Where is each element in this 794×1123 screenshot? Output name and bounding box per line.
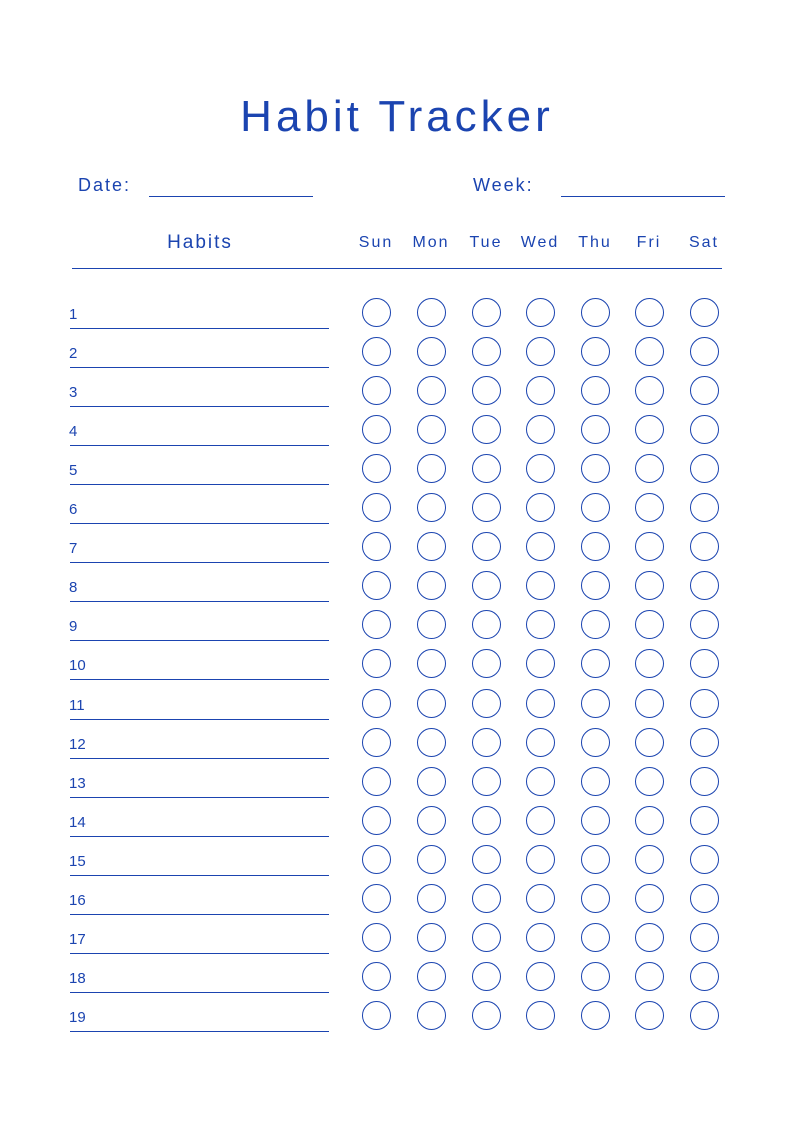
habit-name-field[interactable] <box>70 328 329 329</box>
habit-row <box>0 538 794 577</box>
habit-checkbox-fri[interactable] <box>635 689 664 718</box>
habit-name-field[interactable] <box>70 836 329 837</box>
habit-name-field[interactable] <box>70 679 329 680</box>
habit-number: 1 <box>69 306 78 323</box>
habit-checkbox-thu[interactable] <box>581 337 610 366</box>
habit-checkbox-wed[interactable] <box>526 1001 555 1030</box>
habit-checkbox-fri[interactable] <box>635 649 664 678</box>
habit-checkbox-sun[interactable] <box>362 493 391 522</box>
habit-checkbox-wed[interactable] <box>526 923 555 952</box>
habit-checkbox-wed[interactable] <box>526 845 555 874</box>
habit-checkbox-thu[interactable] <box>581 1001 610 1030</box>
habit-checkbox-tue[interactable] <box>472 337 501 366</box>
day-header-wed: Wed <box>520 234 560 251</box>
habit-checkbox-mon[interactable] <box>417 376 446 405</box>
habit-checkbox-sun[interactable] <box>362 415 391 444</box>
habit-checkbox-tue[interactable] <box>472 298 501 327</box>
habit-row <box>0 812 794 851</box>
habit-checkbox-wed[interactable] <box>526 649 555 678</box>
habit-checkbox-sun[interactable] <box>362 884 391 913</box>
habit-checkbox-thu[interactable] <box>581 493 610 522</box>
habit-number: 10 <box>69 657 86 675</box>
habit-number: 16 <box>69 891 86 909</box>
habit-name-field[interactable] <box>70 523 329 524</box>
habit-number: 15 <box>69 852 86 870</box>
habit-checkbox-sat[interactable] <box>690 649 719 678</box>
habit-checkbox-sat[interactable] <box>690 806 719 835</box>
habit-checkbox-sat[interactable] <box>690 337 719 366</box>
habit-checkbox-fri[interactable] <box>635 454 664 483</box>
habit-checkbox-wed[interactable] <box>526 962 555 991</box>
habit-checkbox-sun[interactable] <box>362 962 391 991</box>
habit-checkbox-fri[interactable] <box>635 532 664 561</box>
habit-checkbox-wed[interactable] <box>526 571 555 600</box>
habit-checkbox-wed[interactable] <box>526 298 555 327</box>
header-divider <box>72 268 722 269</box>
habit-row <box>0 616 794 655</box>
habit-checkbox-mon[interactable] <box>417 493 446 522</box>
habit-number: 17 <box>69 930 86 948</box>
habit-number: 18 <box>69 969 86 987</box>
habit-checkbox-thu[interactable] <box>581 376 610 405</box>
habit-row <box>0 734 794 773</box>
habit-name-field[interactable] <box>70 797 329 798</box>
week-label: Week: <box>473 175 534 195</box>
habit-checkbox-sun[interactable] <box>362 728 391 757</box>
habit-name-field[interactable] <box>70 914 329 915</box>
habit-number: 9 <box>69 618 78 636</box>
habit-checkbox-tue[interactable] <box>472 767 501 796</box>
habit-checkbox-sat[interactable] <box>690 1001 719 1030</box>
habit-checkbox-tue[interactable] <box>472 571 501 600</box>
habit-checkbox-sun[interactable] <box>362 1001 391 1030</box>
habit-checkbox-sat[interactable] <box>690 610 719 639</box>
habit-checkbox-sat[interactable] <box>690 884 719 913</box>
habit-checkbox-sat[interactable] <box>690 493 719 522</box>
habit-name-field[interactable] <box>70 367 329 368</box>
habit-number: 8 <box>69 579 78 597</box>
habit-checkbox-mon[interactable] <box>417 962 446 991</box>
habit-checkbox-sun[interactable] <box>362 845 391 874</box>
habit-checkbox-sun[interactable] <box>362 376 391 405</box>
habit-checkbox-mon[interactable] <box>417 337 446 366</box>
habit-checkbox-fri[interactable] <box>635 415 664 444</box>
habit-checkbox-wed[interactable] <box>526 610 555 639</box>
habit-checkbox-thu[interactable] <box>581 962 610 991</box>
habit-row <box>0 577 794 616</box>
habit-row <box>0 890 794 929</box>
habit-name-field[interactable] <box>70 719 329 720</box>
habit-name-field[interactable] <box>70 1031 329 1032</box>
habit-number: 7 <box>69 540 78 558</box>
habit-checkbox-tue[interactable] <box>472 610 501 639</box>
habit-checkbox-sat[interactable] <box>690 728 719 757</box>
habit-row <box>0 343 794 382</box>
habit-checkbox-sun[interactable] <box>362 571 391 600</box>
habit-checkbox-fri[interactable] <box>635 376 664 405</box>
date-label: Date: <box>78 175 132 195</box>
habit-name-field[interactable] <box>70 992 329 993</box>
habit-checkbox-fri[interactable] <box>635 298 664 327</box>
habit-checkbox-sun[interactable] <box>362 610 391 639</box>
habit-checkbox-thu[interactable] <box>581 298 610 327</box>
habit-checkbox-tue[interactable] <box>472 376 501 405</box>
habit-checkbox-wed[interactable] <box>526 689 555 718</box>
habit-number: 5 <box>69 462 78 480</box>
habit-name-field[interactable] <box>70 562 329 563</box>
habit-checkbox-sat[interactable] <box>690 532 719 561</box>
habit-checkbox-fri[interactable] <box>635 571 664 600</box>
habit-checkbox-fri[interactable] <box>635 728 664 757</box>
habit-checkbox-mon[interactable] <box>417 415 446 444</box>
habit-checkbox-tue[interactable] <box>472 493 501 522</box>
habit-name-field[interactable] <box>70 484 329 485</box>
habit-checkbox-thu[interactable] <box>581 454 610 483</box>
habit-checkbox-tue[interactable] <box>472 454 501 483</box>
habit-number: 14 <box>69 813 86 831</box>
habit-checkbox-sun[interactable] <box>362 689 391 718</box>
habit-checkbox-tue[interactable] <box>472 415 501 444</box>
habit-checkbox-tue[interactable] <box>472 649 501 678</box>
habit-checkbox-fri[interactable] <box>635 806 664 835</box>
habit-name-field[interactable] <box>70 601 329 602</box>
habit-checkbox-sat[interactable] <box>690 767 719 796</box>
habit-checkbox-mon[interactable] <box>417 845 446 874</box>
day-header-tue: Tue <box>469 234 503 251</box>
habit-checkbox-sun[interactable] <box>362 454 391 483</box>
habit-checkbox-mon[interactable] <box>417 767 446 796</box>
habit-checkbox-fri[interactable] <box>635 493 664 522</box>
habit-checkbox-sun[interactable] <box>362 923 391 952</box>
habit-row <box>0 695 794 734</box>
habit-checkbox-thu[interactable] <box>581 571 610 600</box>
habit-checkbox-tue[interactable] <box>472 689 501 718</box>
page-title: Habit Tracker <box>240 92 554 141</box>
habit-checkbox-fri[interactable] <box>635 845 664 874</box>
habit-checkbox-tue[interactable] <box>472 1001 501 1030</box>
habit-checkbox-sun[interactable] <box>362 767 391 796</box>
habit-row <box>0 1007 794 1046</box>
habit-checkbox-mon[interactable] <box>417 610 446 639</box>
habit-row <box>0 382 794 421</box>
habit-checkbox-mon[interactable] <box>417 806 446 835</box>
habit-checkbox-sun[interactable] <box>362 298 391 327</box>
habit-checkbox-thu[interactable] <box>581 649 610 678</box>
habit-checkbox-wed[interactable] <box>526 337 555 366</box>
habit-checkbox-thu[interactable] <box>581 610 610 639</box>
habit-checkbox-tue[interactable] <box>472 884 501 913</box>
habit-row <box>0 655 794 694</box>
habits-column-header: Habits <box>167 232 233 253</box>
day-header-mon: Mon <box>412 234 450 251</box>
habit-number: 6 <box>69 501 78 519</box>
habit-name-field[interactable] <box>70 875 329 876</box>
habit-checkbox-fri[interactable] <box>635 610 664 639</box>
habit-checkbox-mon[interactable] <box>417 532 446 561</box>
habit-checkbox-fri[interactable] <box>635 1001 664 1030</box>
habit-checkbox-wed[interactable] <box>526 884 555 913</box>
day-header-fri: Fri <box>636 234 662 251</box>
habit-checkbox-wed[interactable] <box>526 532 555 561</box>
habit-number: 13 <box>69 774 86 792</box>
habit-number: 11 <box>69 696 85 714</box>
habit-checkbox-thu[interactable] <box>581 845 610 874</box>
habit-checkbox-thu[interactable] <box>581 806 610 835</box>
habit-checkbox-wed[interactable] <box>526 806 555 835</box>
habit-name-field[interactable] <box>70 640 329 641</box>
day-header-thu: Thu <box>578 234 612 251</box>
habit-checkbox-sat[interactable] <box>690 845 719 874</box>
habit-checkbox-sat[interactable] <box>690 689 719 718</box>
habit-checkbox-mon[interactable] <box>417 649 446 678</box>
habit-checkbox-thu[interactable] <box>581 415 610 444</box>
habit-checkbox-tue[interactable] <box>472 845 501 874</box>
habit-checkbox-mon[interactable] <box>417 689 446 718</box>
habit-checkbox-sat[interactable] <box>690 376 719 405</box>
habit-checkbox-thu[interactable] <box>581 532 610 561</box>
habit-checkbox-sun[interactable] <box>362 806 391 835</box>
habit-row <box>0 929 794 968</box>
habit-checkbox-thu[interactable] <box>581 728 610 757</box>
habit-row <box>0 304 794 343</box>
habit-checkbox-thu[interactable] <box>581 923 610 952</box>
habit-checkbox-mon[interactable] <box>417 454 446 483</box>
habit-checkbox-sat[interactable] <box>690 454 719 483</box>
habit-number: 2 <box>69 345 78 363</box>
habit-checkbox-sun[interactable] <box>362 649 391 678</box>
habit-checkbox-wed[interactable] <box>526 454 555 483</box>
habit-checkbox-wed[interactable] <box>526 767 555 796</box>
date-field[interactable] <box>149 196 313 197</box>
habit-checkbox-wed[interactable] <box>526 728 555 757</box>
habit-name-field[interactable] <box>70 758 329 759</box>
habit-checkbox-sun[interactable] <box>362 532 391 561</box>
habit-checkbox-thu[interactable] <box>581 689 610 718</box>
habit-checkbox-fri[interactable] <box>635 767 664 796</box>
habit-checkbox-fri[interactable] <box>635 923 664 952</box>
habit-checkbox-sat[interactable] <box>690 962 719 991</box>
habit-checkbox-sat[interactable] <box>690 415 719 444</box>
habit-number: 12 <box>69 735 86 753</box>
habit-name-field[interactable] <box>70 953 329 954</box>
habit-checkbox-thu[interactable] <box>581 767 610 796</box>
habit-row <box>0 851 794 890</box>
habit-row <box>0 968 794 1007</box>
habit-checkbox-fri[interactable] <box>635 337 664 366</box>
habit-checkbox-sun[interactable] <box>362 337 391 366</box>
habit-number: 4 <box>69 423 78 441</box>
habit-checkbox-sat[interactable] <box>690 298 719 327</box>
habit-checkbox-mon[interactable] <box>417 298 446 327</box>
habit-checkbox-mon[interactable] <box>417 728 446 757</box>
habit-checkbox-wed[interactable] <box>526 493 555 522</box>
habit-checkbox-wed[interactable] <box>526 415 555 444</box>
habit-checkbox-wed[interactable] <box>526 376 555 405</box>
habit-checkbox-sat[interactable] <box>690 923 719 952</box>
habit-number: 3 <box>69 384 78 402</box>
habit-number: 19 <box>69 1008 86 1026</box>
habit-checkbox-mon[interactable] <box>417 571 446 600</box>
habit-checkbox-sat[interactable] <box>690 571 719 600</box>
habit-checkbox-tue[interactable] <box>472 728 501 757</box>
habit-row <box>0 460 794 499</box>
habit-row <box>0 421 794 460</box>
habit-row <box>0 773 794 812</box>
habit-checkbox-fri[interactable] <box>635 962 664 991</box>
habit-checkbox-thu[interactable] <box>581 884 610 913</box>
habit-name-field[interactable] <box>70 445 329 446</box>
habit-name-field[interactable] <box>70 406 329 407</box>
habit-checkbox-mon[interactable] <box>417 1001 446 1030</box>
week-field[interactable] <box>561 196 725 197</box>
habit-checkbox-fri[interactable] <box>635 884 664 913</box>
habit-checkbox-mon[interactable] <box>417 923 446 952</box>
habit-row <box>0 499 794 538</box>
habit-checkbox-tue[interactable] <box>472 962 501 991</box>
habit-checkbox-tue[interactable] <box>472 806 501 835</box>
habit-checkbox-tue[interactable] <box>472 532 501 561</box>
habit-checkbox-tue[interactable] <box>472 923 501 952</box>
habit-checkbox-mon[interactable] <box>417 884 446 913</box>
day-header-sat: Sat <box>688 234 719 251</box>
day-header-sun: Sun <box>358 234 394 251</box>
